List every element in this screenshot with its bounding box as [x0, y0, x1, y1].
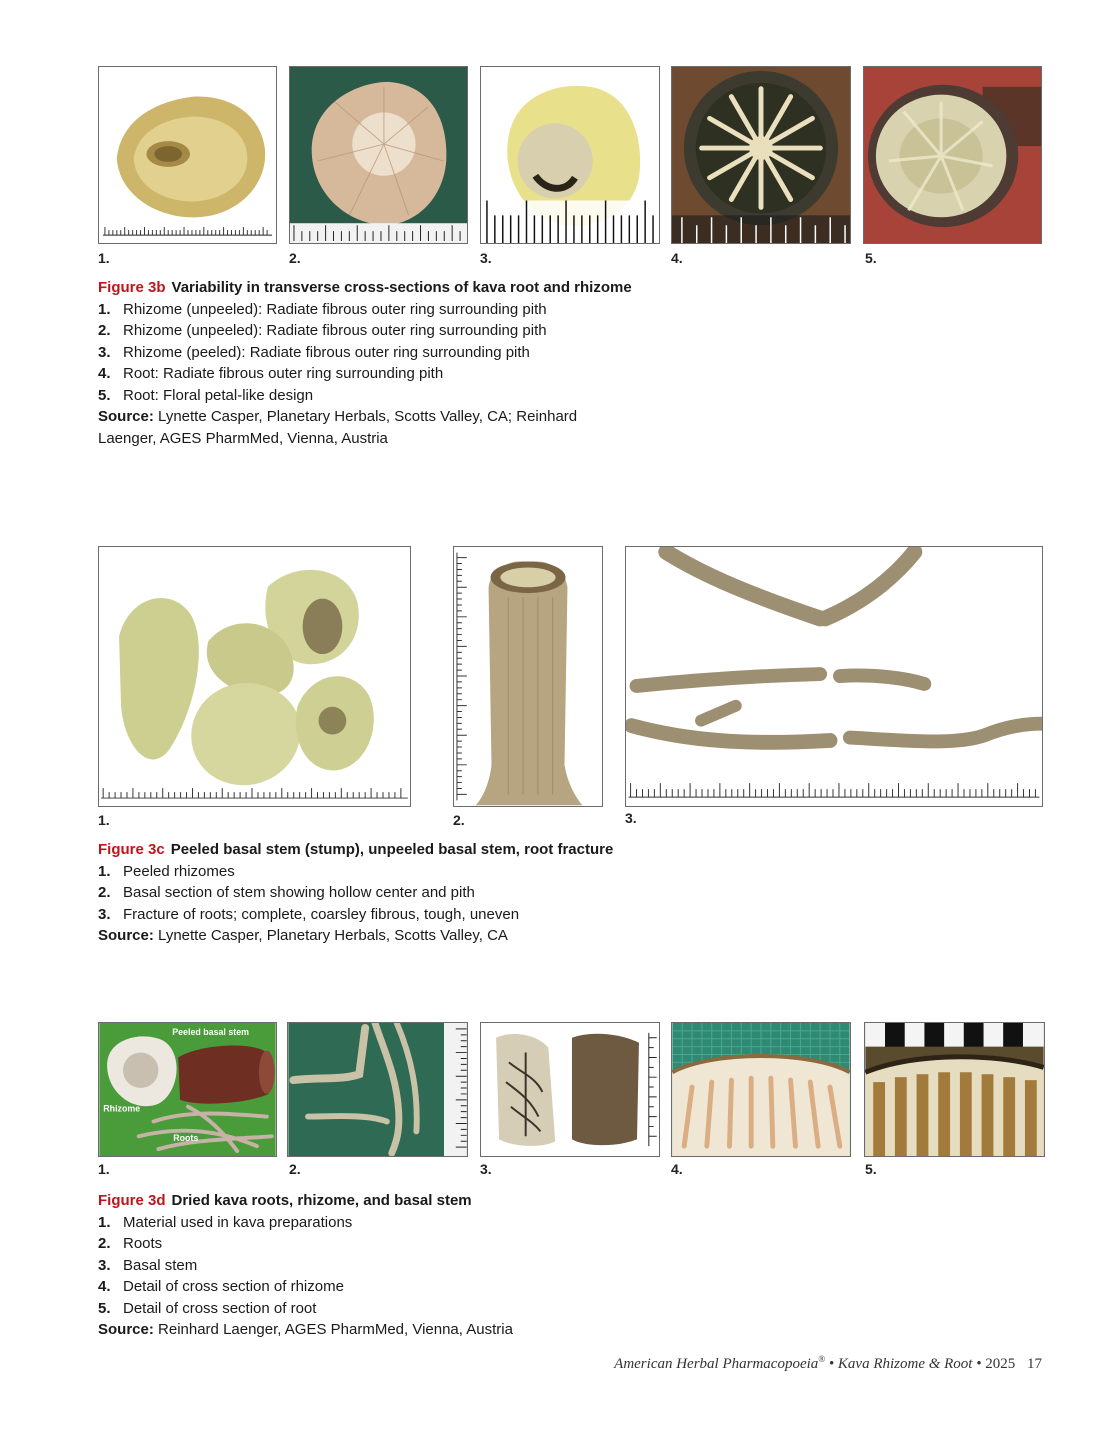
list-item: 3. Rhizome (peeled): Radiate fibrous outer ring surrounding pith — [98, 343, 530, 361]
fig3c-source: Source: Lynette Casper, Planetary Herbals, Scotts Valley, CA — [98, 927, 508, 944]
registered-mark: ® — [818, 1354, 826, 1364]
footer-monograph: Kava Rhizome & Root — [837, 1356, 973, 1372]
fig3c-title-text: Peeled basal stem (stump), unpeeled basal stem, root fracture — [170, 841, 614, 858]
fig3b-photo-5 — [863, 66, 1042, 244]
fig3b-label-3: 3. — [480, 250, 492, 266]
fig3d-label-1: 1. — [98, 1161, 110, 1177]
page-number: 17 — [1027, 1356, 1042, 1372]
fig3d-photo-2 — [287, 1022, 468, 1157]
fig3b-title — [98, 277, 658, 299]
list-item: 3. Basal stem — [98, 1256, 198, 1274]
footer-bullet: • — [976, 1356, 982, 1372]
footer-bullet: • — [828, 1356, 835, 1372]
fig3c-label-3: 3. — [625, 810, 637, 826]
list-item: 2. Basal section of stem showing hollow center and pith — [98, 884, 475, 901]
annotation-basal-stem: Peeled basal stem — [172, 1026, 250, 1037]
fig3d-label-4: 4. — [671, 1161, 683, 1177]
list-item: 5. Detail of cross section of root — [98, 1299, 317, 1317]
list-item: 2. Rhizome (unpeeled): Radiate fibrous outer ring surrounding pith — [98, 322, 547, 339]
annotation-rhizome: Rhizome — [103, 1103, 141, 1114]
fig3d-photo-1 — [98, 1022, 277, 1157]
list-item: 1. Rhizome (unpeeled): Radiate fibrous outer ring surrounding pith — [98, 300, 547, 318]
list-item: 1. Material used in kava preparations — [98, 1213, 353, 1231]
fig3d-figure-label: Figure 3d — [98, 1192, 166, 1209]
list-item: 3. Fracture of roots; complete, coarsley fibrous, tough, uneven — [98, 905, 520, 923]
fig3c-photo-2 — [453, 546, 603, 807]
fig3c-title — [98, 839, 658, 861]
fig3d-photo-5 — [864, 1022, 1045, 1157]
fig3c-photo-3 — [625, 546, 1043, 807]
fig3d-photo-4 — [671, 1022, 851, 1157]
fig3d-source: Source: Reinhard Laenger, AGES PharmMed, Vienna, Austria — [98, 1321, 513, 1338]
page-footer — [614, 1354, 1042, 1373]
fig3d-label-2: 2. — [289, 1161, 301, 1177]
fig3d-photo-3 — [480, 1022, 660, 1157]
list-item: 4. Root: Radiate fibrous outer ring surrounding pith — [98, 365, 444, 382]
fig3b-photo-2 — [289, 66, 468, 244]
fig3b-caption — [98, 277, 658, 449]
list-item: 2. Roots — [98, 1235, 163, 1252]
fig3d-title-text: Dried kava roots, rhizome, and basal stem — [171, 1192, 472, 1209]
fig3d-caption — [98, 1190, 658, 1341]
fig3d-title — [98, 1190, 658, 1212]
annotation-roots: Roots — [173, 1133, 199, 1144]
fig3b-photo-1 — [98, 66, 277, 244]
fig3c-label-1: 1. — [98, 812, 110, 828]
fig3b-figure-label: Figure 3b — [98, 279, 166, 296]
fig3b-photo-3 — [480, 66, 660, 244]
fig3b-title-text: Variability in transverse cross-sections of kava root and rhizome — [171, 279, 632, 296]
list-item: 5. Root: Floral petal-like design — [98, 386, 314, 404]
fig3c-caption — [98, 839, 658, 947]
fig3c-figure-label: Figure 3c — [98, 841, 165, 858]
fig3d-label-3: 3. — [480, 1161, 492, 1177]
fig3d-label-5: 5. — [865, 1161, 877, 1177]
fig3b-photo-4 — [671, 66, 851, 244]
fig3b-label-4: 4. — [671, 250, 683, 266]
list-item: 4. Detail of cross section of rhizome — [98, 1278, 344, 1295]
list-item: 1. Peeled rhizomes — [98, 862, 235, 880]
footer-publication: American Herbal Pharmacopoeia — [614, 1356, 819, 1372]
footer-year: 2025 — [985, 1356, 1016, 1372]
fig3b-label-2: 2. — [289, 250, 301, 266]
fig3b-source: Source: Lynette Casper, Planetary Herbals, Scotts Valley, CA; Reinhard — [98, 408, 578, 425]
fig3c-label-2: 2. — [453, 812, 465, 828]
fig3b-source-cont: Laenger, AGES PharmMed, Vienna, Austria — [98, 429, 388, 447]
fig3b-label-5: 5. — [865, 250, 877, 266]
fig3c-photo-1 — [98, 546, 411, 807]
fig3b-label-1: 1. — [98, 250, 110, 266]
